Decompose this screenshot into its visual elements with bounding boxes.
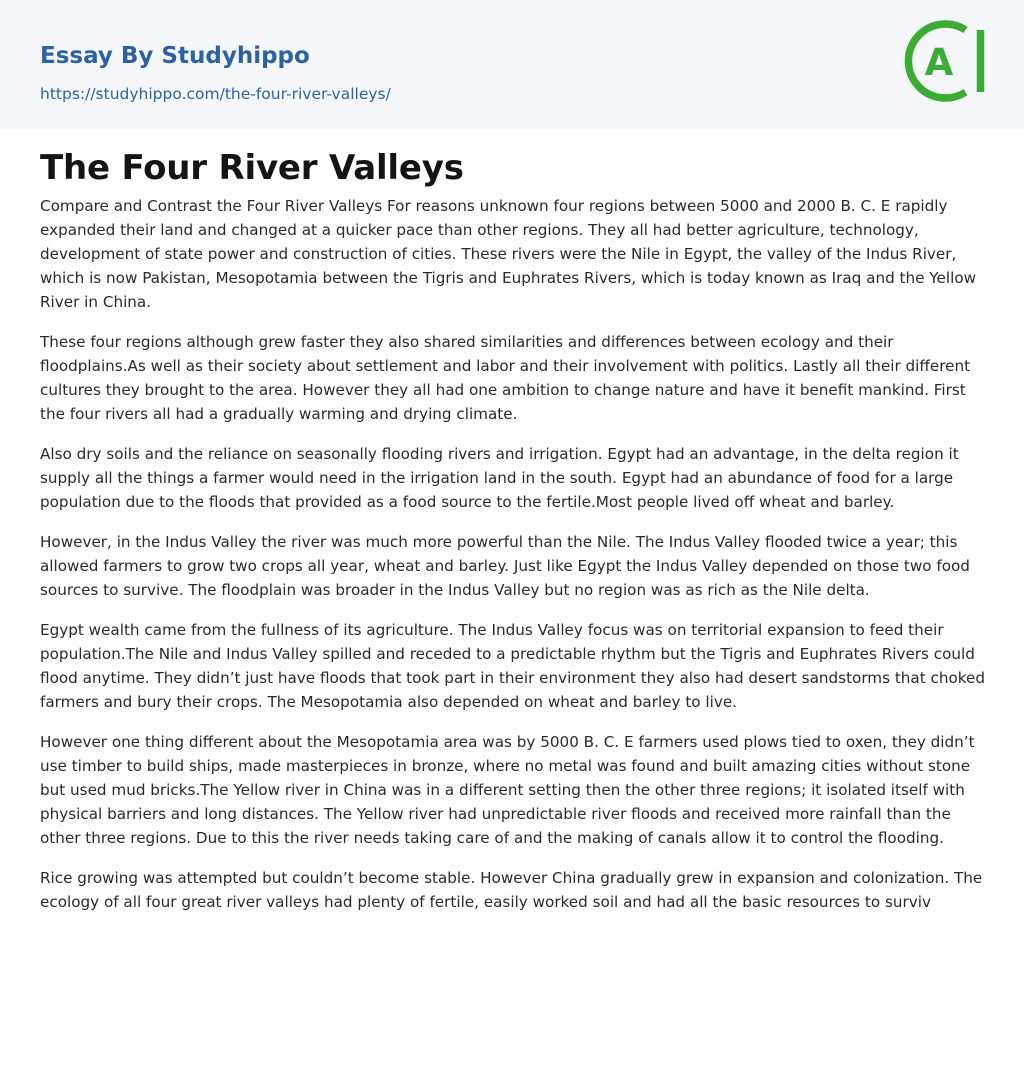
article-paragraph: These four regions although grew faster they also shared similarities and differences between ecology and their floodplains.As well as their society about settlement and labor and their involvement with politics. Lastly all their different cultures they brought to the area. However they all had one ambition to change nature and have it benefit mankind. First the four rivers all had a gradually warming and drying climate. — [40, 333, 971, 423]
article-paragraph: Egypt wealth came from the fullness of its agriculture. The Indus Valley focus was on territorial expansion to feed their population.The Nile and Indus Valley spilled and receded to a predictable rhythm but the Tigris and Euphrates Rivers could flood anytime. They didn’t just have floods that took part in their environment they also had desert sandstorms that choked farmers and bury their crops. The Mesopotamia also depended on wheat and barley to live. — [40, 621, 986, 711]
article-title: The Four River Valleys — [40, 148, 464, 188]
site-header — [0, 0, 1024, 129]
article-paragraph: Rice growing was attempted but couldn’t become stable. However China gradually grew in expansion and colonization. The ecology of all four great river valleys had plenty of fertile, easily worked soil and had all the basic resources to surviv — [40, 869, 983, 911]
brand-title: Essay By Studyhippo — [40, 43, 310, 69]
article-paragraph: However one thing different about the Mesopotamia area was by 5000 B. C. E farmers used plows tied to oxen, they didn’t use timber to build ships, made masterpieces in bronze, where no metal was found and built amazing cities without stone but used mud bricks.The Yellow river in China was in a different setting then the other three regions; it isolated itself with physical barriers and long distances. The Yellow river had unpredictable river floods and received more rainfall than the other three regions. Due to this the river needs taking care of and the making of canals allow it to control the flooding. — [40, 733, 975, 847]
article-paragraph: Compare and Contrast the Four River Valleys For reasons unknown four regions between 5000 and 2000 B. C. E rapidly expanded their land and changed at a quicker pace than other regions. They all had better agriculture, technology, development of state power and construction of cities. These rivers were the Nile in Egypt, the valley of the Indus River, which is now Pakistan, Mesopotamia between the Tigris and Euphrates Rivers, which is today known as Iraq and the Yellow River in China. — [40, 197, 977, 311]
studyhippo-logo-icon — [904, 18, 990, 104]
logo-letter: A — [924, 41, 954, 84]
article-paragraph: Also dry soils and the reliance on seasonally flooding rivers and irrigation. Egypt had an advantage, in the delta region it supply all the things a farmer would need in the irrigation land in the south. Egypt had an abundance of food for a large population due to the floods that provided as a food source to the fertile.Most people lived off wheat and barley. — [40, 445, 959, 511]
article-paragraph: However, in the Indus Valley the river was much more powerful than the Nile. The Indus Valley flooded twice a year; this allowed farmers to grow two crops all year, wheat and barley. Just like Egypt the Indus Valley depended on those two food sources to survive. The floodplain was broader in the Indus Valley but no region was as rich as the Nile delta. — [40, 533, 970, 599]
article-body — [40, 194, 985, 930]
source-url-link[interactable]: https://studyhippo.com/the-four-river-valleys/ — [40, 85, 391, 103]
